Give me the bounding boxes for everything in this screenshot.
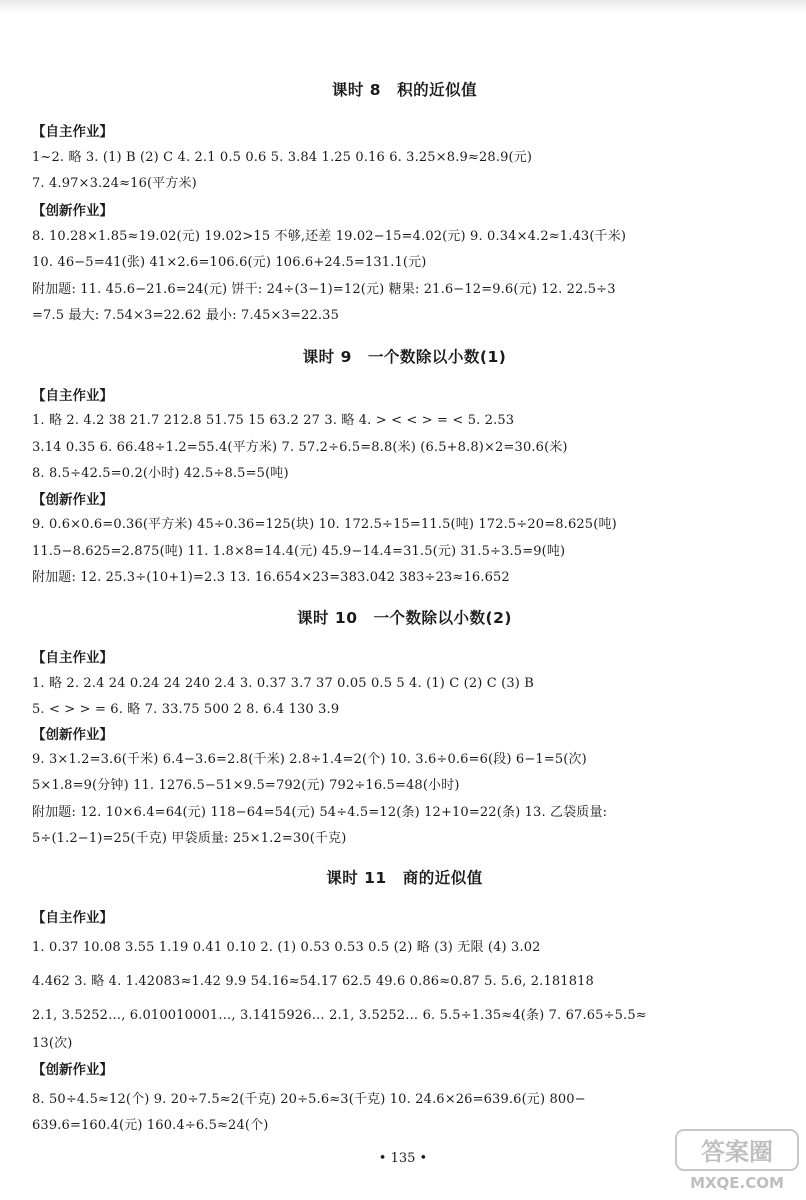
answer-line: 5×1.8=9(分钟) 11. 1276.5−51×9.5=792(元) 792÷16.5=48(小时): [32, 778, 460, 793]
answer-line: 5. < > > = 6. 略 7. 33.75 500 2 8. 6.4 130 3.9: [32, 702, 340, 717]
heading-self-work: 【自主作业】: [32, 910, 113, 926]
watermark-url: MXQE.COM: [690, 1174, 784, 1192]
answer-line: 附加题: 12. 25.3÷(10+1)=2.3 13. 16.654×23=383.042 383÷23≈16.652: [32, 570, 510, 585]
answer-line: 8. 8.5÷42.5=0.2(小时) 42.5÷8.5=5(吨): [32, 466, 289, 481]
watermark-title: 答案圈: [701, 1138, 773, 1166]
answer-line: 9. 0.6×0.6=0.36(平方米) 45÷0.36=125(块) 10. 172.5÷15=11.5(吨) 172.5÷20=8.625(吨): [32, 517, 617, 532]
answer-line: 1~2. 略 3. (1) B (2) C 4. 2.1 0.5 0.6 5. 3.84 1.25 0.16 6. 3.25×8.9≈28.9(元): [32, 150, 533, 165]
watermark-logo: [672, 1124, 802, 1196]
answer-line: 附加题: 11. 45.6−21.6=24(元) 饼干: 24÷(3−1)=12(元) 糖果: 21.6−12=9.6(元) 12. 22.5÷3: [32, 282, 616, 297]
answer-line: 8. 10.28×1.85≈19.02(元) 19.02>15 不够,还差 19.02−15=4.02(元) 9. 0.34×4.2≈1.43(千米): [32, 229, 627, 244]
answer-line: 11.5−8.625=2.875(吨) 11. 1.8×8=14.4(元) 45.9−14.4=31.5(元) 31.5÷3.5=9(吨): [32, 544, 566, 559]
section-title-lesson-11: 课时 11 商的近似值: [326, 869, 483, 887]
heading-creative-work: 【创新作业】: [32, 203, 113, 219]
answer-line: 9. 3×1.2=3.6(千米) 6.4−3.6=2.8(千米) 2.8÷1.4=2(个) 10. 3.6÷0.6=6(段) 6−1=5(次): [32, 752, 587, 767]
section-title-lesson-10: 课时 10 一个数除以小数(2): [297, 609, 512, 627]
answer-line: =7.5 最大: 7.54×3=22.62 最小: 7.45×3=22.35: [32, 308, 339, 323]
answer-line: 3.14 0.35 6. 66.48÷1.2=55.4(平方米) 7. 57.2÷6.5=8.8(米) (6.5+8.8)×2=30.6(米): [32, 440, 568, 455]
answer-line: 8. 50÷4.5≈12(个) 9. 20÷7.5≈2(千克) 20÷5.6≈3(千克) 10. 24.6×26=639.6(元) 800−: [32, 1092, 586, 1107]
answer-line: 1. 略 2. 2.4 24 0.24 24 240 2.4 3. 0.37 3.7 37 0.05 0.5 5 4. (1) C (2) C (3) B: [32, 676, 535, 691]
section-title-lesson-9: 课时 9 一个数除以小数(1): [302, 348, 507, 366]
heading-self-work: 【自主作业】: [32, 650, 113, 666]
heading-self-work: 【自主作业】: [32, 124, 113, 140]
answer-line: 10. 46−5=41(张) 41×2.6=106.6(元) 106.6+24.5=131.1(元): [32, 255, 427, 270]
page-number: • 135 •: [378, 1151, 428, 1166]
scan-edge-shade: [0, 0, 806, 14]
answer-line: 639.6=160.4(元) 160.4÷6.5≈24(个): [32, 1118, 269, 1133]
answer-line: 1. 略 2. 4.2 38 21.7 212.8 51.75 15 63.2 27 3. 略 4. > < < > = < 5. 2.53: [32, 413, 515, 428]
heading-creative-work: 【创新作业】: [32, 1062, 113, 1078]
section-title-lesson-8: 课时 8 积的近似值: [331, 81, 478, 99]
answer-line: 5÷(1.2−1)=25(千克) 甲袋质量: 25×1.2=30(千克): [32, 831, 347, 846]
heading-creative-work: 【创新作业】: [32, 727, 113, 743]
answer-line: 4.462 3. 略 4. 1.42083≈1.42 9.9 54.16≈54.17 62.5 49.6 0.86≈0.87 5. 5.6, 2.181818: [32, 974, 594, 989]
answer-line: 附加题: 12. 10×6.4=64(元) 118−64=54(元) 54÷4.5=12(条) 12+10=22(条) 13. 乙袋质量:: [32, 805, 608, 820]
heading-creative-work: 【创新作业】: [32, 492, 113, 508]
answer-line: 1. 0.37 10.08 3.55 1.19 0.41 0.10 2. (1) 0.53 0.53 0.5 (2) 略 (3) 无限 (4) 3.02: [32, 940, 541, 955]
heading-self-work: 【自主作业】: [32, 388, 113, 404]
answer-line: 7. 4.97×3.24≈16(平方米): [32, 176, 197, 191]
answer-line: 2.1, 3.5252…, 6.010010001…, 3.1415926… 2.1, 3.5252… 6. 5.5÷1.35≈4(条) 7. 67.65÷5.5≈: [32, 1008, 647, 1023]
answer-line: 13(次): [32, 1036, 73, 1051]
